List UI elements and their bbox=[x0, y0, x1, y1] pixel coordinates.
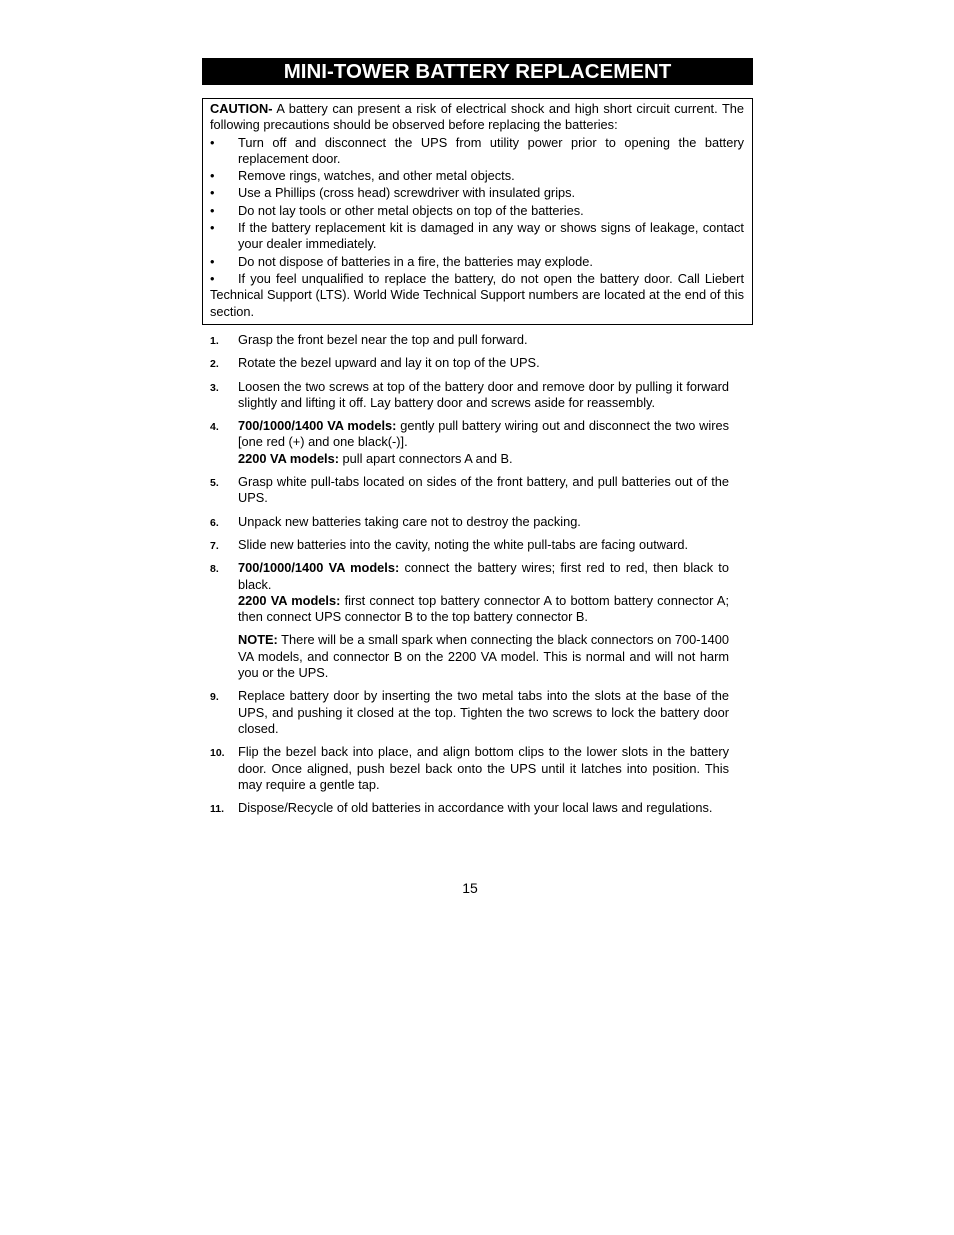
step-number: 11. bbox=[210, 803, 225, 816]
caution-intro-text: A battery can present a risk of electrical shock and high short circuit current. The following precautions should be observed before replacing the batteries: bbox=[210, 101, 744, 133]
step-text: Flip the bezel back into place, and align bottom clips to the lower slots in the battery door. Once aligned, push bezel back onto the UPS until it latches into position. This may require a gentle tap. bbox=[238, 744, 729, 792]
step-number: 10. bbox=[210, 747, 225, 760]
models-label: 700/1000/1400 VA models: bbox=[238, 418, 397, 434]
steps-list bbox=[210, 332, 729, 823]
caution-item-text: Do not dispose of batteries in a fire, the batteries may explode. bbox=[238, 253, 593, 269]
step-item bbox=[210, 355, 729, 371]
step-item bbox=[210, 514, 729, 530]
step-text: Unpack new batteries taking care not to destroy the packing. bbox=[238, 513, 581, 529]
step-note bbox=[238, 632, 729, 681]
caution-item-text: If the battery replacement kit is damaged in any way or shows signs of leakage, contact your dealer immediately. bbox=[238, 220, 744, 252]
step-number: 1. bbox=[210, 335, 219, 347]
step-text: Dispose/Recycle of old batteries in accordance with your local laws and regulations. bbox=[238, 800, 713, 816]
step-models-b bbox=[238, 451, 729, 467]
step-number: 3. bbox=[210, 381, 219, 394]
step-text: Slide new batteries into the cavity, noting the white pull-tabs are facing outward. bbox=[238, 536, 689, 552]
step-number: 6. bbox=[210, 516, 219, 529]
caution-box bbox=[202, 98, 753, 325]
step-text: first connect top battery connector A to bottom battery connector A; then connect UPS connector B to the top battery connector B. bbox=[238, 592, 729, 625]
step-text: gently pull battery wiring out and disconnect the two wires [one red (+) and one black(-)]. bbox=[238, 418, 729, 450]
step-text: Rotate the bezel upward and lay it on top of the UPS. bbox=[238, 355, 540, 371]
step-models-a bbox=[238, 418, 729, 451]
caution-intro bbox=[210, 101, 744, 134]
bullet-icon: • bbox=[210, 185, 215, 201]
caution-label: CAUTION- bbox=[210, 101, 273, 116]
caution-item-text: Do not lay tools or other metal objects on top of the batteries. bbox=[238, 202, 584, 218]
step-item bbox=[210, 379, 729, 412]
bullet-icon: • bbox=[210, 202, 215, 218]
step-item bbox=[210, 688, 729, 737]
step-number: 2. bbox=[210, 358, 219, 371]
step-models-b bbox=[238, 593, 729, 626]
bullet-icon: • bbox=[210, 220, 215, 236]
caution-item-text: Turn off and disconnect the UPS from utility power prior to opening the battery replacement door. bbox=[238, 134, 744, 166]
step-text: Replace battery door by inserting the two metal tabs into the slots at the base of the UPS, and pushing it closed at the top. Tighten the two screws to lock the battery door closed. bbox=[238, 688, 729, 736]
caution-item-text: Use a Phillips (cross head) screwdriver with insulated grips. bbox=[238, 185, 576, 201]
caution-item bbox=[210, 220, 744, 253]
caution-last-item bbox=[210, 271, 744, 320]
caution-item bbox=[210, 168, 744, 184]
caution-item bbox=[210, 203, 744, 219]
note-label: NOTE: bbox=[238, 632, 278, 648]
models-label: 2200 VA models: bbox=[238, 450, 339, 466]
note-text: There will be a small spark when connecting the black connectors on 700-1400 VA models, and connector B on the 2200 VA model. This is normal and will not harm you or the UPS. bbox=[238, 632, 729, 681]
step-text: connect the battery wires; first red to red, then black to black. bbox=[238, 560, 729, 592]
caution-item bbox=[210, 254, 744, 270]
step-text: Loosen the two screws at top of the battery door and remove door by pulling it forward slightly and lifting it off. Lay battery door and screws aside for reassembly. bbox=[238, 378, 729, 410]
bullet-icon: • bbox=[210, 168, 215, 184]
caution-list bbox=[210, 135, 744, 270]
step-number: 5. bbox=[210, 477, 219, 490]
step-item bbox=[210, 800, 729, 816]
caution-item-text: Remove rings, watches, and other metal objects. bbox=[238, 168, 515, 184]
page-title: MINI-TOWER BATTERY REPLACEMENT bbox=[202, 58, 753, 85]
page-number: 15 bbox=[462, 880, 478, 896]
step-number: 9. bbox=[210, 691, 219, 704]
models-label: 2200 VA models: bbox=[238, 592, 341, 608]
step-number: 4. bbox=[210, 421, 219, 434]
step-item bbox=[210, 744, 729, 793]
step-item bbox=[210, 560, 729, 681]
caution-item bbox=[210, 135, 744, 168]
step-text: Grasp white pull-tabs located on sides of the front battery, and pull batteries out of the UPS. bbox=[238, 474, 729, 506]
step-item bbox=[210, 474, 729, 507]
bullet-icon: • bbox=[210, 134, 215, 150]
caution-item bbox=[210, 185, 744, 201]
caution-item-text: If you feel unqualified to replace the battery, do not open the battery door. Call Liebert Technical Support (LTS). World Wide Technical Support numbers are located at the end of this section. bbox=[210, 270, 744, 319]
bullet-icon: • bbox=[210, 270, 215, 286]
step-number: 8. bbox=[210, 563, 219, 576]
step-item bbox=[210, 332, 729, 348]
step-text: pull apart connectors A and B. bbox=[339, 450, 513, 466]
step-models-a bbox=[238, 560, 729, 593]
step-text: Grasp the front bezel near the top and pull forward. bbox=[238, 332, 528, 347]
models-label: 700/1000/1400 VA models: bbox=[238, 560, 400, 576]
step-item bbox=[210, 418, 729, 467]
step-item bbox=[210, 537, 729, 553]
bullet-icon: • bbox=[210, 253, 215, 269]
step-number: 7. bbox=[210, 539, 219, 552]
